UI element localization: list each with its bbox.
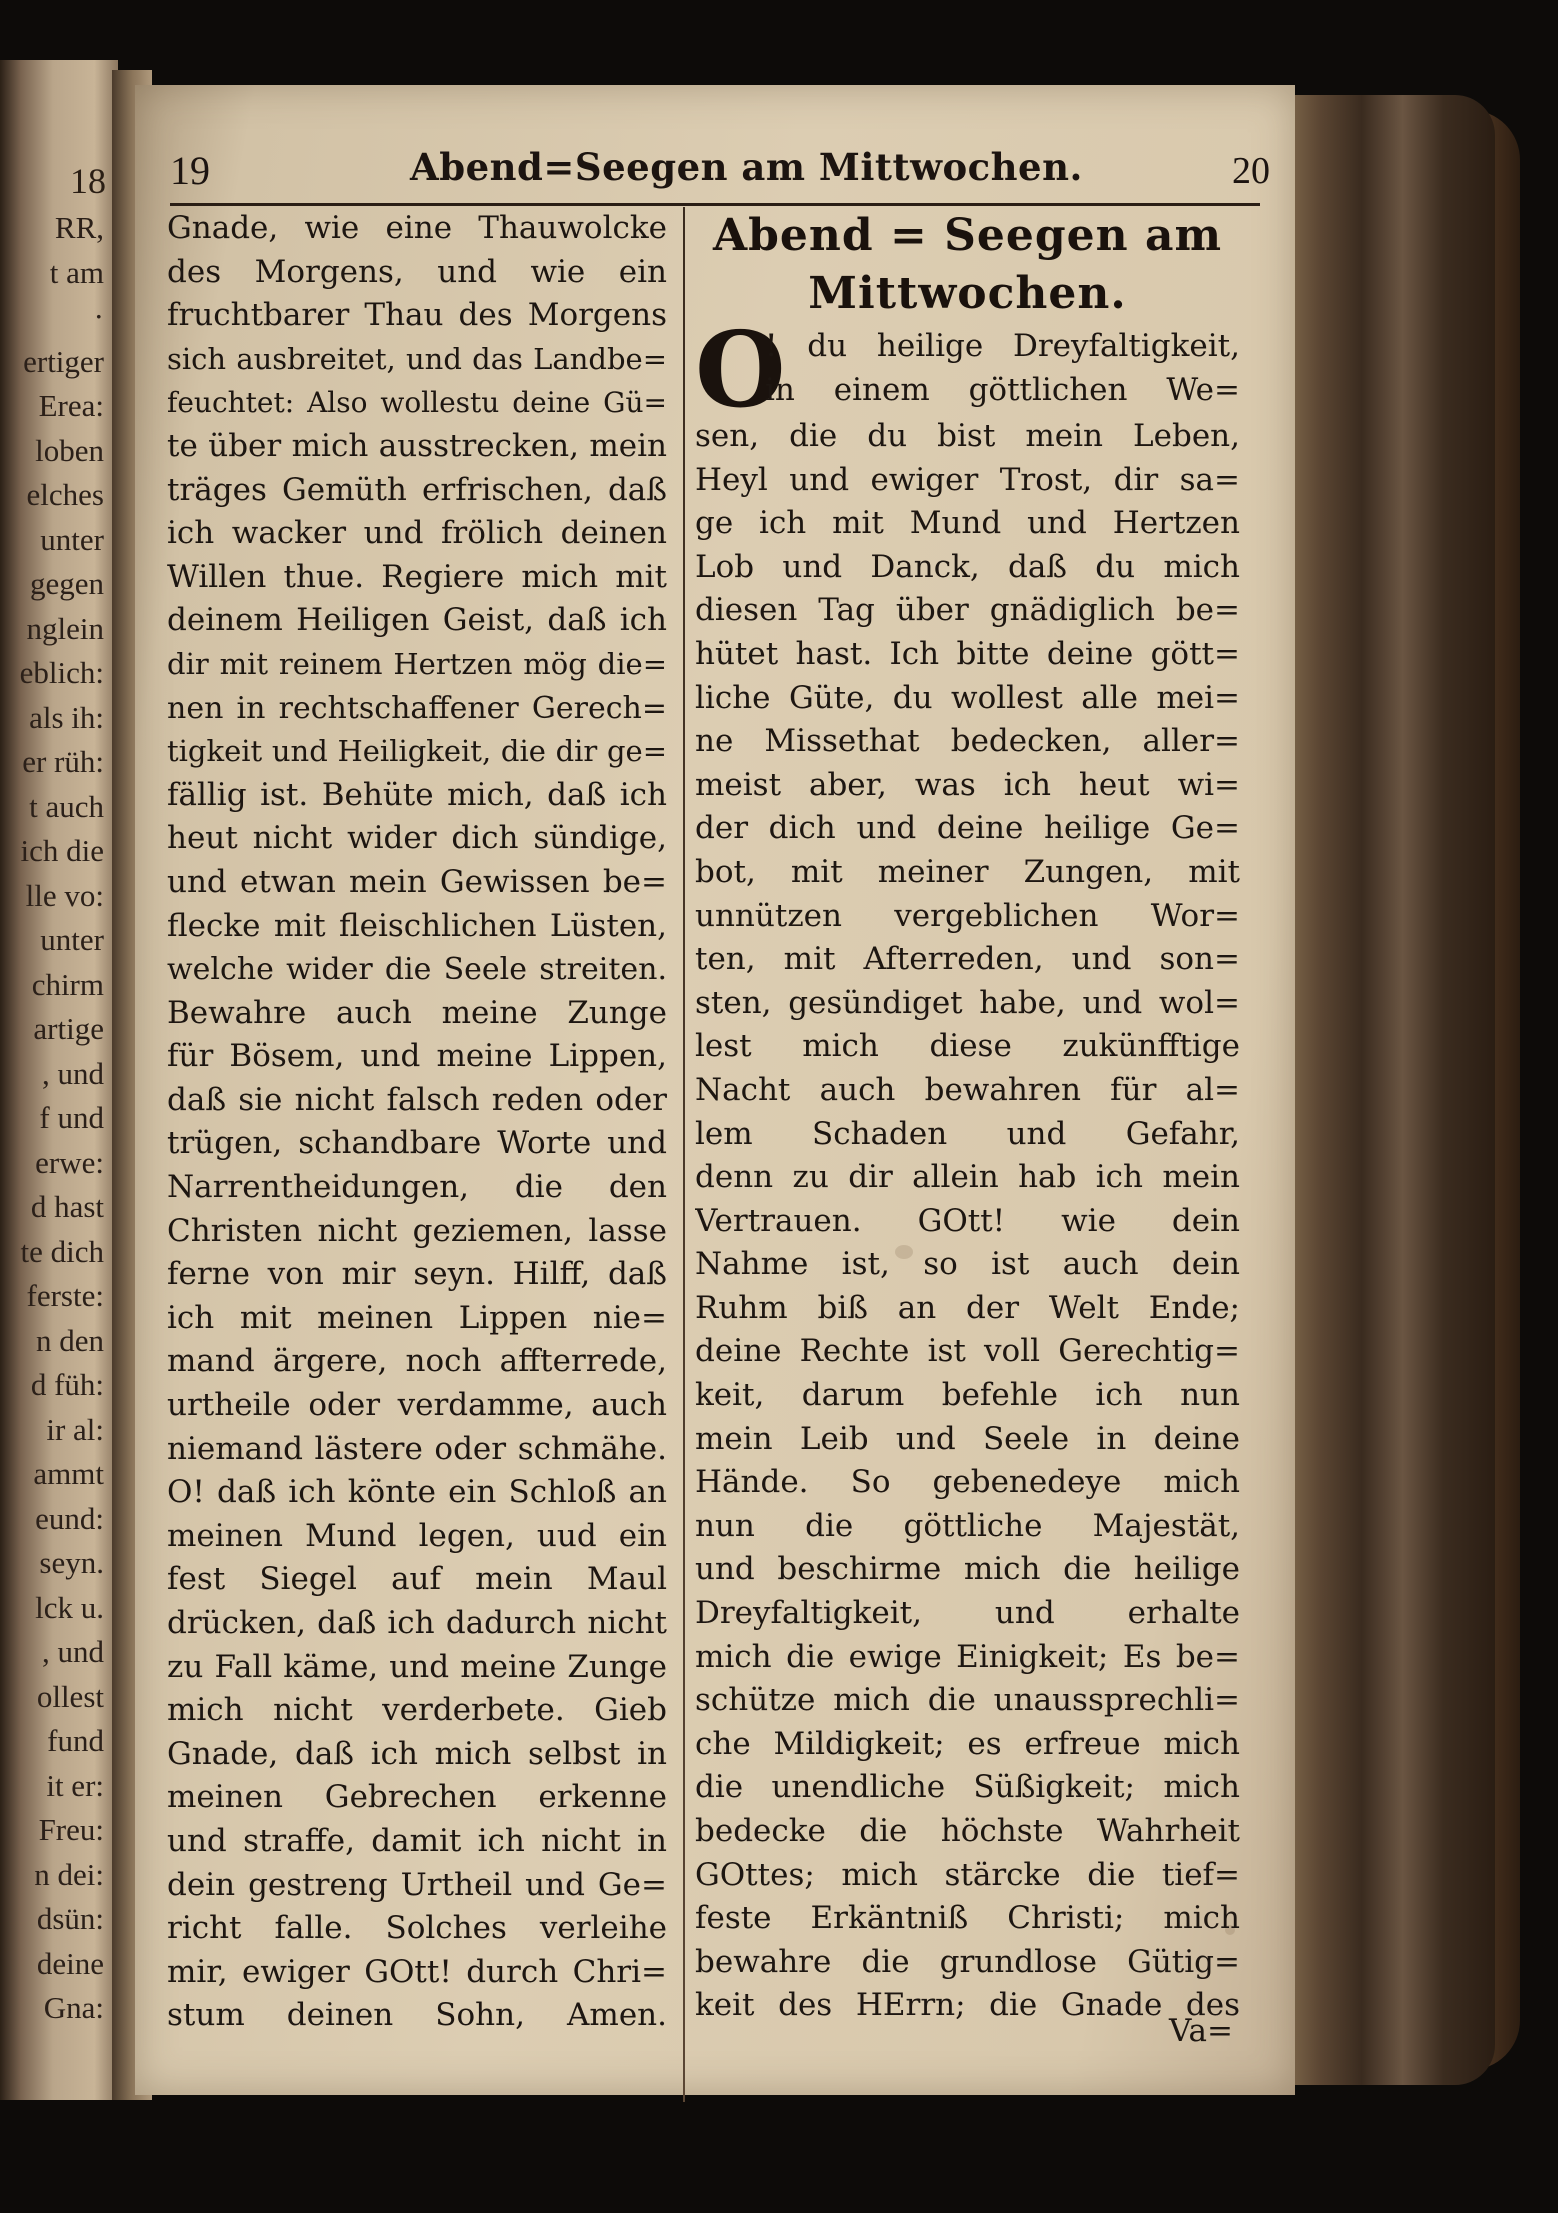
previous-page-fragment: n dei: (34, 1856, 104, 1892)
text-line: Gnade, daß ich mich selbst in (167, 1735, 667, 1772)
previous-page-number: 18 (70, 161, 106, 201)
text-line: feste Erkäntniß Christi; mich (695, 1900, 1240, 1937)
text-line: che Mildigkeit; es erfreue mich (695, 1725, 1240, 1762)
text-line: ge ich mit Mund und Hertzen (695, 505, 1240, 542)
text-line: Dreyfaltigkeit, und erhalte (695, 1595, 1240, 1632)
text-line: Heyl und ewiger Trost, dir sa= (695, 461, 1240, 498)
previous-page-fragment: loben (35, 432, 104, 468)
text-line: Lob und Danck, daß du mich (695, 548, 1240, 585)
right-text-column (695, 207, 1240, 2028)
prayer-heading-line2: Mittwochen. (808, 268, 1127, 319)
text-line: ferne von mir seyn. Hilff, daß (167, 1256, 667, 1293)
previous-page-fragment: , und (42, 1634, 104, 1669)
text-line: schütze mich die unaussprechli= (695, 1682, 1240, 1719)
text-line: Bewahre auch meine Zunge (167, 994, 667, 1031)
text-line: zu Fall käme, und meine Zunge (167, 1648, 667, 1685)
previous-page-fragment: nglein (26, 610, 104, 646)
previous-page-fragment: f und (39, 1100, 104, 1135)
text-line: lest mich diese zukünfftige (695, 1028, 1240, 1065)
previous-page-fragment: t auch (29, 788, 104, 824)
catchword: Va= (1169, 2013, 1233, 2049)
dropcap-block (695, 308, 1240, 431)
previous-page-fragment: er rüh: (22, 744, 104, 779)
text-line: diesen Tag über gnädiglich be= (695, 592, 1240, 629)
text-line: und straffe, damit ich nicht in (167, 1822, 667, 1859)
text-line: Christen nicht geziemen, lasse (167, 1212, 667, 1249)
text-line: meinen Gebrechen erkenne (167, 1779, 667, 1816)
previous-page-fragment: eund: (35, 1500, 104, 1536)
text-line: und etwan mein Gewissen be= (167, 863, 667, 900)
text-line: trügen, schandbare Worte und (167, 1125, 667, 1162)
text-line: bedecke die höchste Wahrheit (695, 1813, 1240, 1849)
text-line: sich ausbreitet, und das Landbe= (167, 341, 667, 376)
previous-page-fragment: Erea: (38, 388, 104, 423)
text-line: daß sie nicht falsch reden oder (167, 1081, 667, 1118)
text-line: liche Güte, du wollest alle mei= (695, 679, 1240, 716)
text-line: ich wacker und frölich deinen (167, 515, 667, 552)
text-line: heut nicht wider dich sündige, (167, 820, 667, 857)
text-line: Gnade, wie eine Thauwolcke (167, 210, 667, 246)
text-line: meinen Mund legen, uud ein (167, 1517, 667, 1554)
left-page-number: 19 (170, 148, 210, 193)
previous-page-fragment: ollest (36, 1678, 104, 1714)
right-column-lines (695, 415, 1240, 2028)
prayer-heading: Abend = Seegen am (712, 210, 1223, 261)
text-line: niemand lästere oder schmähe. (167, 1430, 667, 1467)
column-divider (683, 207, 685, 2102)
text-line: O! daß ich könte ein Schloß an (167, 1474, 667, 1511)
text-line: hütet hast. Ich bitte deine gött= (695, 635, 1240, 672)
text-line: Willen thue. Regiere mich mit (167, 558, 667, 595)
text-line: des Morgens, und wie ein (167, 253, 667, 290)
text-line: keit, darum befehle ich nun (695, 1377, 1240, 1414)
text-line: Hände. So gebenedeye mich (695, 1464, 1240, 1501)
previous-page-fragment: deine (36, 1945, 104, 1981)
text-line: mir, ewiger GOtt! durch Chri= (167, 1953, 667, 1990)
previous-page-fragment: fund (47, 1723, 104, 1758)
previous-page-fragment: unter (40, 521, 104, 557)
text-line: lem Schaden und Gefahr, (695, 1115, 1240, 1152)
previous-page-fragment: als ih: (29, 699, 104, 735)
text-line: drücken, daß ich dadurch nicht (167, 1605, 667, 1641)
text-line: denn zu dir allein hab ich mein (695, 1159, 1240, 1196)
previous-page-fragment: · (93, 299, 104, 334)
text-line: fällig ist. Behüte mich, daß ich (167, 776, 667, 813)
header-rule (170, 203, 1260, 206)
text-line: deine Rechte ist voll Gerechtig= (695, 1333, 1240, 1370)
text-line: in einem göttlichen We= (765, 371, 1240, 408)
previous-page-fragment: seyn. (39, 1545, 104, 1580)
text-line: mand ärgere, noch affterrede, (167, 1343, 667, 1380)
previous-page-fragment: d hast (30, 1189, 104, 1224)
previous-page-edge (0, 60, 118, 2100)
previous-page-fragment: ich die (20, 833, 104, 868)
text-line: fruchtbarer Thau des Morgens (167, 297, 667, 334)
previous-page-fragment: chirm (31, 966, 104, 1002)
text-line: träges Gemüth erfrischen, daß (167, 471, 667, 508)
previous-page-fragment: lck u. (35, 1589, 104, 1625)
previous-page-fragment: it er: (46, 1767, 104, 1803)
previous-page-fragment: dsün: (36, 1901, 104, 1936)
text-line: für Bösem, und meine Lippen, (167, 1038, 667, 1075)
previous-page-fragment: n den (35, 1322, 104, 1358)
previous-page-fragment: ammt (33, 1456, 104, 1491)
text-line: fest Siegel auf mein Maul (167, 1561, 667, 1598)
previous-page-fragment: Gna: (43, 1990, 104, 2025)
text-line: ne Missethat bedecken, aller= (695, 723, 1240, 760)
text-line: unnützen vergeblichen Wor= (695, 897, 1240, 934)
text-line: nun die göttliche Majestät, (695, 1507, 1240, 1544)
text-line: mein Leib und Seele in deine (695, 1420, 1240, 1457)
text-line: mich nicht verderbete. Gieb (167, 1692, 667, 1729)
drop-cap: O (695, 308, 786, 431)
left-text-column (167, 207, 667, 2038)
text-line: flecke mit fleischlichen Lüsten, (167, 907, 667, 944)
text-line: urtheile oder verdamme, auch (167, 1387, 667, 1424)
text-line: Nahme ist, so ist auch dein (695, 1246, 1240, 1283)
text-line: richt falle. Solches verleihe (167, 1910, 667, 1947)
previous-page-fragment: unter (40, 922, 104, 957)
text-line: dir mit reinem Hertzen mög die= (167, 646, 667, 681)
text-line: Nacht auch bewahren für al= (695, 1071, 1240, 1108)
text-line: GOttes; mich stärcke die tief= (695, 1856, 1240, 1893)
previous-page-fragment: elches (26, 477, 104, 512)
text-line: welche wider die Seele streiten. (167, 952, 667, 988)
text-line: tigkeit und Heiligkeit, die dir ge= (167, 734, 667, 769)
previous-page-fragment: RR, (54, 210, 104, 245)
previous-page-fragment: , und (42, 1055, 104, 1091)
text-line: te über mich ausstrecken, mein (167, 427, 667, 464)
previous-page-fragment: ertiger (23, 343, 104, 379)
text-line: die unendliche Süßigkeit; mich (695, 1769, 1240, 1806)
page-stack-edge (1290, 95, 1495, 2085)
text-line: der dich und deine heilige Ge= (695, 810, 1240, 847)
previous-page-fragment: t am (49, 254, 104, 290)
text-line: Vertrauen. GOtt! wie dein (695, 1202, 1240, 1239)
text-line: feuchtet: Also wollestu deine Gü= (167, 386, 667, 420)
dropcap-lines (695, 325, 1240, 412)
text-line: nen in rechtschaffener Gerech= (167, 690, 667, 726)
text-line: stum deinen Sohn, Amen. (167, 1997, 667, 2034)
text-line: ich mit meinen Lippen nie= (167, 1299, 667, 1336)
text-line: bot, mit meiner Zungen, mit (695, 853, 1240, 890)
text-line: ten, mit Afterreden, und son= (695, 941, 1240, 978)
text-line: bewahre die grundlose Gütig= (695, 1943, 1240, 1980)
right-page-number: 20 (1232, 150, 1270, 192)
previous-page-fragment: ferste: (26, 1278, 104, 1313)
text-line: mich die ewige Einigkeit; Es be= (695, 1638, 1240, 1675)
running-title: Abend=Seegen am Mittwochen. (410, 145, 1083, 189)
previous-page-fragment: lle vo: (25, 877, 104, 913)
previous-page-fragment: te dich (20, 1233, 104, 1269)
text-line: und beschirme mich die heilige (695, 1551, 1240, 1588)
previous-page-fragment: artige (33, 1011, 104, 1046)
running-header (170, 147, 1270, 207)
text-line: deinem Heiligen Geist, daß ich (167, 602, 667, 639)
text-line: Ruhm biß an der Welt Ende; (695, 1289, 1240, 1326)
previous-page-fragment: d füh: (30, 1367, 104, 1402)
previous-page-fragment: gegen (29, 566, 104, 601)
text-line: meist aber, was ich heut wi= (695, 766, 1240, 803)
text-line: sen, die du bist mein Leben, (695, 418, 1240, 454)
previous-page-fragment: ir al: (46, 1411, 104, 1447)
previous-page-fragment: eblich: (19, 655, 104, 690)
text-line: Narrentheidungen, die den (167, 1169, 667, 1206)
previous-page-fragment: Freu: (38, 1812, 104, 1847)
book-page (135, 85, 1295, 2095)
previous-page-fragment: erwe: (35, 1144, 104, 1180)
text-line: keit des HErrn; die Gnade des (695, 1987, 1240, 2024)
text-line: ! du heilige Dreyfaltigkeit, (765, 328, 1240, 364)
text-line: sten, gesündiget habe, und wol= (695, 984, 1240, 1021)
text-line: dein gestreng Urtheil und Ge= (167, 1866, 667, 1903)
